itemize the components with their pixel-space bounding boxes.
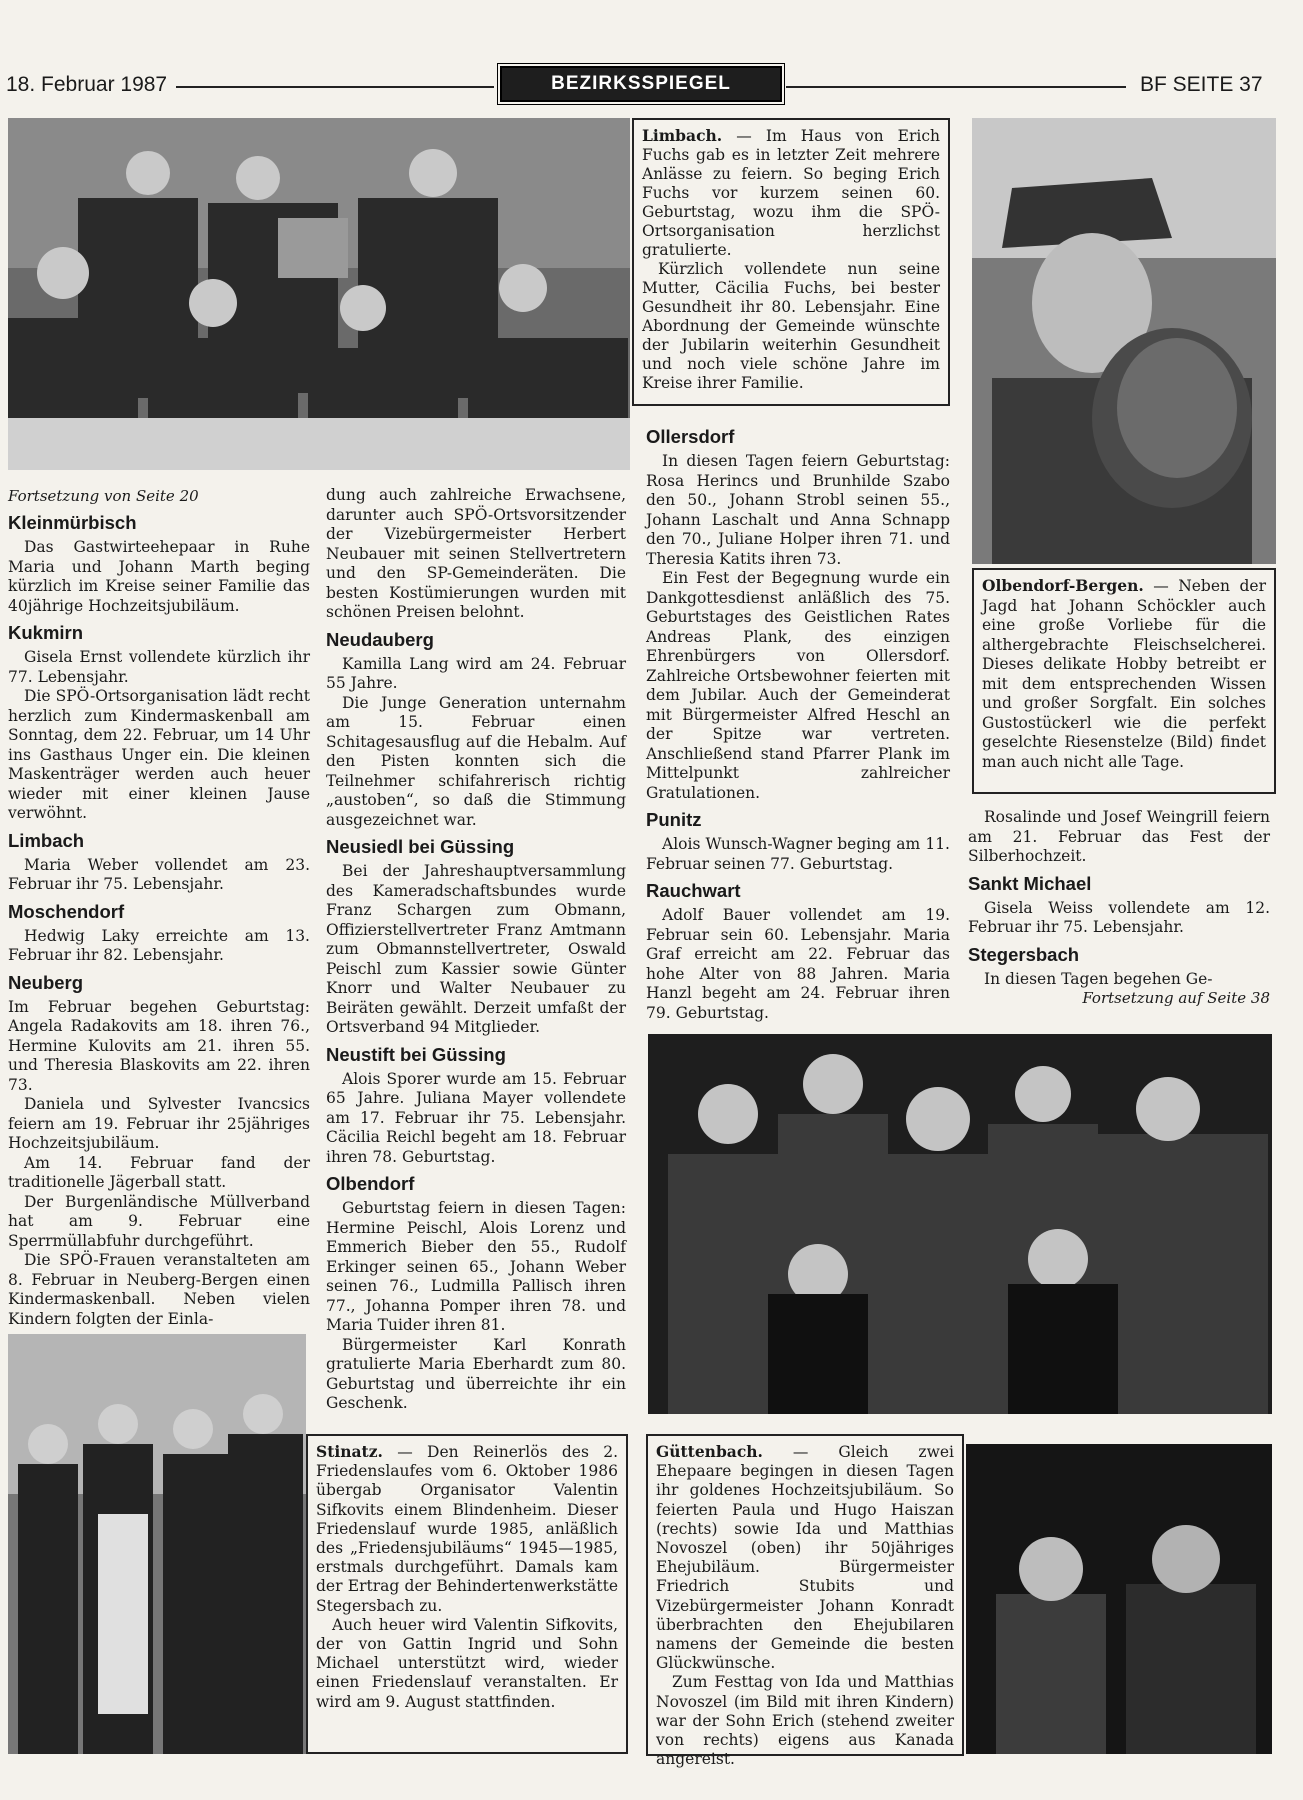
text-neudauberg-2: Die Junge Generation unternahm am 15. Februar einen Schitagesausflug auf die Hebalm. Auf den Pisten konnten sich die Teilnehmer schifahrerisch richtig „austoben“, so daß die Stimmung ausgezeichnet war.: [326, 693, 626, 829]
page-number: BF SEITE 37: [1140, 73, 1263, 96]
continued-on: Fortsetzung auf Seite 38: [1082, 989, 1270, 1007]
stinatz-article-box: [306, 1434, 628, 1754]
text-moschendorf: Hedwig Laky erreichte am 13. Februar ihr 82. Lebensjahr.: [8, 926, 310, 964]
text-stegersbach: In diesen Tagen begehen Ge-: [984, 969, 1213, 988]
photo-novoszel-art: [648, 1034, 1272, 1414]
olbendorf-lead: Olbendorf-Bergen.: [982, 576, 1144, 595]
guettenbach-text-2: Zum Festtag von Ida und Matthias Novoszel (im Bild mit ihren Kindern) war der Sohn Erich (stehend zweiter von rechts) eigens aus Kanada angereist.: [656, 1673, 954, 1769]
column-3: [646, 420, 950, 1023]
text-sankt-michael: Gisela Weiss vollendete am 12. Februar ihr 75. Lebensjahr.: [968, 898, 1270, 936]
stinatz-text-1: — Den Reinerlös des 2. Friedenslaufes vom 6. Oktober 1986 übergab Organisator Valentin Sifkovits einem Blindenheim. Dieser Friedenslauf wurde 1985, anläßlich des „Friedensjubiläums“ 1945—1985, erstmals durchgeführt. Damals kam der Ertrag der Behindertenwerkstätte Stegersbach zu.: [316, 1443, 618, 1615]
olbendorf-text: — Neben der Jagd hat Johann Schöckler auch eine große Vorliebe für die althergebrachte Fleischselcherei. Dieses delikate Hobby betreibt er mit dem entsprechenden Wissen und großer Sorgfalt. Ein solches Gustostückerl wie die perfekt geselchte Riesenstelze (Bild) findet man auch nicht alle Tage.: [982, 577, 1266, 771]
text-kukmirn-1: Gisela Ernst vollendete kürzlich ihr 77. Lebensjahr.: [8, 648, 310, 686]
text-olbendorf-2: Bürgermeister Karl Konrath gratulierte Maria Eberhardt zum 80. Geburtstag und überreichte ihr ein Geschenk.: [326, 1335, 626, 1412]
photo-limbach-art: [8, 118, 630, 470]
heading-olbendorf: Olbendorf: [326, 1173, 415, 1194]
limbach-text-1: — Im Haus von Erich Fuchs gab es in letzter Zeit mehrere Anlässe zu feiern. So beging Erich Fuchs vor kurzem seinen 60. Geburtstag, wozu ihm die SPÖ-Ortsorganisation herzlichst gratulierte.: [642, 127, 940, 259]
olbendorf-article-box: [972, 568, 1276, 794]
photo-stinatz-group: [8, 1334, 306, 1754]
text-olbendorf-1: Geburtstag feiern in diesen Tagen: Hermine Peischl, Alois Lorenz und Emmerich Bieber den 55., Rudolf Erkinger seinen 65., Johann Weber seinen 76., Ludmilla Pallisch ihren 77., Johanna Pomper ihren 78. und Maria Tuider ihren 81.: [326, 1199, 626, 1334]
heading-rauchwart: Rauchwart: [646, 880, 741, 901]
photo-olbendorf-man: [972, 118, 1276, 564]
text-ollersdorf-2: Ein Fest der Begegnung wurde ein Dankgottesdienst anläßlich des 75. Geburtstages des Geistlichen Rates Andreas Plank, des einzigen Ehrenbürgers von Ollersdorf. Zahlreiche Ortsbewohner feierten mit dem Jubilar. Auch der Gemeinderat mit Bürgermeister Alfred Heschl an der Spitze war vertreten. Anschließend stand Pfarrer Plank im Mittelpunkt zahlreicher Gratulationen.: [646, 569, 950, 802]
photo-olbendorf-art: [972, 118, 1276, 564]
text-neuberg-3: Am 14. Februar fand der traditionelle Jägerball statt.: [8, 1153, 310, 1191]
text-neusiedl: Bei der Jahreshauptversammlung des Kameradschaftsbundes wurde Franz Schargen zum Obmann, Offizierstellvertreter Franz Amtmann zum Obmannstellvertreter, Oswald Peischl zum Kassier sowie Günter Knorr und Walter Neubauer zu Beiräten gewählt. Derzeit umfaßt der Ortsverband 94 Mitglieder.: [326, 862, 626, 1036]
stinatz-lead: Stinatz.: [316, 1442, 383, 1461]
limbach-article-box: [632, 118, 950, 406]
column-2: [326, 486, 626, 1414]
guettenbach-article-box: [646, 1434, 964, 1769]
heading-ollersdorf: Ollersdorf: [646, 426, 735, 447]
heading-neudauberg: Neudauberg: [326, 628, 434, 650]
text-neuberg-cont: dung auch zahlreiche Erwachsene, darunter auch SPÖ-Ortsvorsitzender der Vizebürgermeister Herbert Neubauer mit seinen Stellvertretern und den SP-Gemeinderäten. Die besten Kostümierungen wurden mit schönen Preisen belohnt.: [326, 486, 626, 621]
heading-neusiedl: Neusiedl bei Güssing: [326, 836, 515, 857]
heading-limbach: Limbach: [8, 829, 85, 851]
text-kukmirn-2: Die SPÖ-Ortsorganisation lädt recht herzlich zum Kindermaskenball am Sonntag, dem 22. Februar, um 14 Uhr ins Gasthaus Unger ein. Die kleinen Maskenträger werden auch heuer wieder mit einer kleinen Jause verwöhnt.: [8, 687, 310, 822]
photo-stinatz-art: [8, 1334, 306, 1754]
text-weingrill: Rosalinde und Josef Weingrill feiern am 21. Februar das Fest der Silberhochzeit.: [968, 808, 1270, 865]
heading-kukmirn: Kukmirn: [8, 622, 84, 643]
stinatz-text-2: Auch heuer wird Valentin Sifkovits, der von Gattin Ingrid und Sohn Michael unterstützt wird, wieder einen Friedenslauf veranstalten. Er wird am 9. August stattfinden.: [316, 1615, 618, 1711]
heading-stegersbach: Stegersbach: [968, 943, 1080, 965]
photo-novoszel-family: [648, 1034, 1272, 1414]
text-kleinmuerbisch: Das Gastwirteehepaar in Ruhe Maria und Johann Marth beging kürzlich im Kreise seiner Familie das 40jährige Hochzeitsjubiläum.: [8, 538, 310, 615]
guettenbach-lead: Güttenbach.: [656, 1442, 763, 1461]
header-rule-right: [786, 86, 1126, 88]
heading-neuberg: Neuberg: [8, 971, 84, 993]
heading-kleinmuerbisch: Kleinmürbisch: [8, 512, 137, 533]
column-4: [968, 808, 1270, 1009]
text-neuberg-2: Daniela und Sylvester Ivancsics feiern am 19. Februar ihr 25jähriges Hochzeitsjubiläum.: [8, 1095, 310, 1152]
text-punitz: Alois Wunsch-Wagner beging am 11. Februar seinen 77. Geburtstag.: [646, 835, 950, 873]
header-rule-left: [176, 86, 494, 88]
limbach-lead: Limbach.: [642, 126, 723, 145]
column-1: [8, 486, 310, 1329]
issue-date: 18. Februar 1987: [6, 73, 168, 96]
heading-moschendorf: Moschendorf: [8, 900, 125, 922]
text-neudauberg-1: Kamilla Lang wird am 24. Februar 55 Jahre.: [326, 654, 626, 692]
photo-haiszan-art: [966, 1444, 1272, 1754]
continued-from: Fortsetzung von Seite 20: [8, 487, 199, 505]
guettenbach-text-1: — Gleich zwei Ehepaare begingen in diesen Tagen ihr goldenes Hochzeitsjubiläum. So feierten Paula und Hugo Haiszan (rechts) sowie Ida und Matthias Novoszel (oben) ihr 50jähriges Ehejubiläum. Bürgermeister Friedrich Stubits und Vizebürgermeister Johann Konradt überbrachten den Ehejubilaren namens der Gemeinde die besten Glückwünsche.: [656, 1443, 954, 1673]
photo-haiszan-couple: [966, 1444, 1272, 1754]
heading-sankt-michael: Sankt Michael: [968, 872, 1092, 894]
text-neuberg-4: Der Burgenländische Müllverband hat am 9. Februar eine Sperrmüllabfuhr durchgeführt.: [8, 1192, 310, 1250]
text-neuberg-1: Im Februar begehen Geburtstag: Angela Radakovits am 18. ihren 76., Hermine Kulovits am 21. ihren 55. und Theresia Blaskovits am 22. ihren 73.: [8, 997, 310, 1094]
text-ollersdorf-1: In diesen Tagen feiern Geburtstag: Rosa Herincs und Brunhilde Szabo den 50., Johann Strobl seinen 55., Johann Laschalt und Anna Schnapp den 70., Juliane Holper ihren 71. und Theresia Katits ihren 73.: [646, 452, 950, 568]
heading-punitz: Punitz: [646, 809, 702, 830]
text-neustift: Alois Sporer wurde am 15. Februar 65 Jahre. Juliana Mayer vollendete am 17. Februar ihr 75. Lebensjahr. Cäcilia Reichl begeht am 18. Februar ihren 78. Geburtstag.: [326, 1069, 626, 1166]
limbach-text-2: Kürzlich vollendete nun seine Mutter, Cäcilia Fuchs, bei bester Gesundheit ihr 80. Lebensjahr. Eine Abordnung der Gemeinde wünschte der Jubilarin weiterhin Gesundheit und noch viele schöne Jahre im Kreise ihrer Familie.: [642, 260, 940, 392]
text-neuberg-5: Die SPÖ-Frauen veranstalteten am 8. Februar in Neuberg-Bergen einen Kindermaskenball. Neben vielen Kindern folgten der Einla-: [8, 1251, 310, 1328]
text-limbach: Maria Weber vollendet am 23. Februar ihr 75. Lebensjahr.: [8, 855, 310, 893]
photo-limbach-celebration: [8, 118, 630, 470]
heading-neustift: Neustift bei Güssing: [326, 1043, 506, 1065]
masthead: BEZIRKSSPIEGEL: [500, 66, 782, 102]
text-rauchwart: Adolf Bauer vollendet am 19. Februar sein 60. Lebensjahr. Maria Graf erreicht am 22. Februar das hohe Alter von 88 Jahren. Maria Hanzl begeht am 24. Februar ihren 79. Geburtstag.: [646, 906, 950, 1022]
